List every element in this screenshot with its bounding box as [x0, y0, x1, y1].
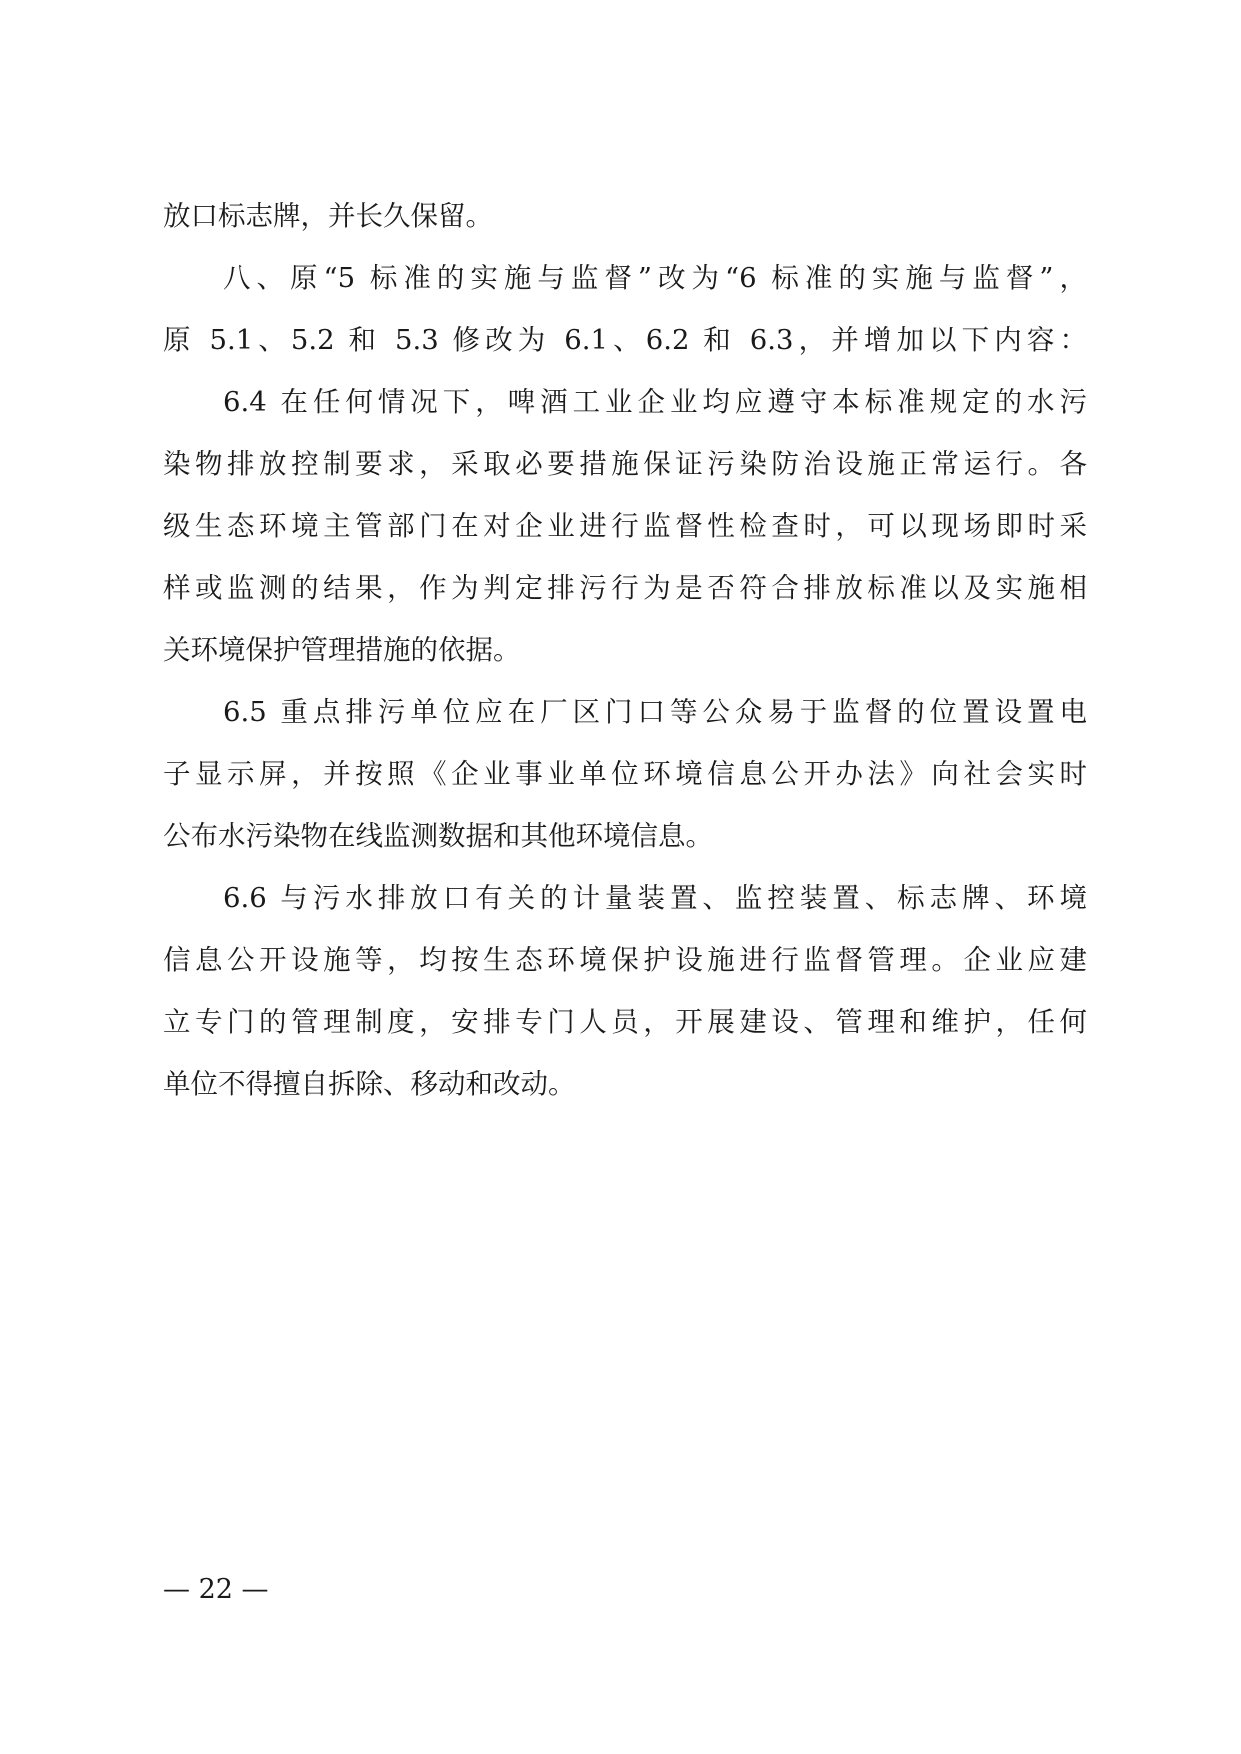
text-line-12: 6.6 与污水排放口有关的计量装置、监控装置、标志牌、环境: [223, 882, 1087, 914]
text-line-3: 原 5.1、5.2 和 5.3 修改为 6.1、6.2 和 6.3，并增加以下内容：: [163, 324, 1087, 356]
text-line-15: 单位不得擅自拆除、移动和改动。: [163, 1068, 576, 1100]
text-line-4: 6.4 在任何情况下，啤酒工业企业均应遵守本标准规定的水污: [223, 386, 1087, 418]
text-line-7: 样或监测的结果，作为判定排污行为是否符合排放标准以及实施相: [163, 572, 1087, 604]
text-line-1: 放口标志牌，并长久保留。: [163, 200, 493, 232]
page-number: — 22 —: [163, 1574, 269, 1605]
text-line-14: 立专门的管理制度，安排专门人员，开展建设、管理和维护，任何: [163, 1006, 1087, 1038]
text-line-8: 关环境保护管理措施的依据。: [163, 634, 521, 666]
text-line-5: 染物排放控制要求，采取必要措施保证污染防治设施正常运行。各: [163, 448, 1087, 480]
text-line-9: 6.5 重点排污单位应在厂区门口等公众易于监督的位置设置电: [223, 696, 1087, 728]
text-line-6: 级生态环境主管部门在对企业进行监督性检查时，可以现场即时采: [163, 510, 1087, 542]
text-line-13: 信息公开设施等，均按生态环境保护设施进行监督管理。企业应建: [163, 944, 1087, 976]
text-line-10: 子显示屏，并按照《企业事业单位环境信息公开办法》向社会实时: [163, 758, 1087, 790]
text-line-11: 公布水污染物在线监测数据和其他环境信息。: [163, 820, 713, 852]
text-line-2: 八、原“5 标准的实施与监督”改为“6 标准的实施与监督”，: [223, 262, 1087, 294]
